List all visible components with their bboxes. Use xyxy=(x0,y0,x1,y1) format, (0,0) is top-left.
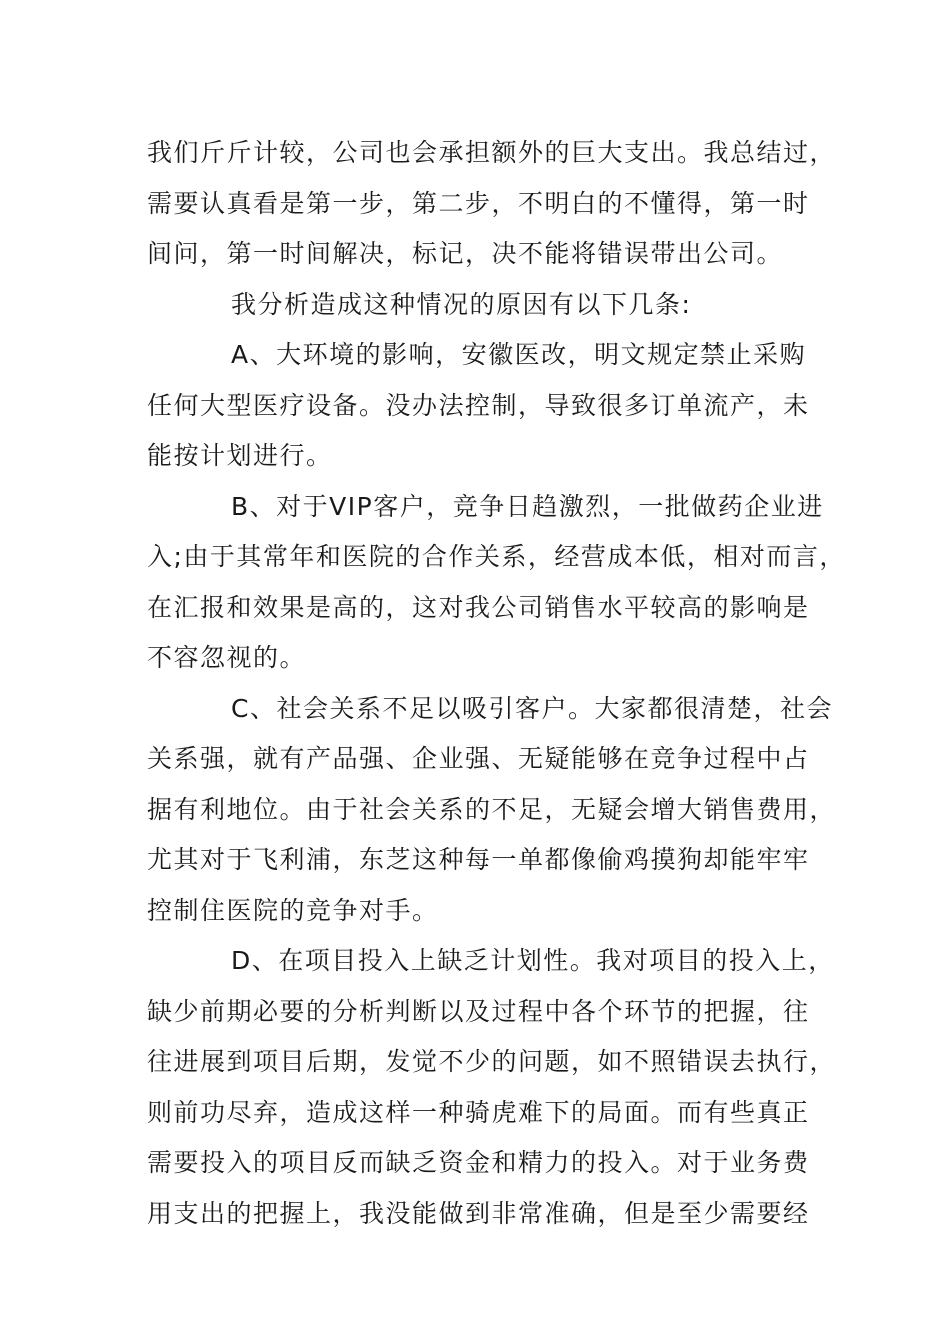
text-line: 需要认真看是第一步，第二步，不明白的不懂得，第一时 xyxy=(147,188,810,218)
text-line: 能按计划进行。 xyxy=(147,441,333,470)
text-line: 我分析造成这种情况的原因有以下几条: xyxy=(231,289,692,319)
paragraph-continuation xyxy=(147,128,837,280)
text-line: 间问，第一时间解决，标记，决不能将错误带出公司。 xyxy=(147,239,784,268)
text-line: 往进展到项目后期，发觉不少的问题，如不照错误去执行， xyxy=(147,1047,837,1076)
text-line: D、在项目投入上缺乏计划性。我对项目的投入上， xyxy=(231,946,835,975)
text-line: 在汇报和效果是高的，这对我公司销售水平较高的影响是 xyxy=(147,592,810,622)
text-line: 用支出的把握上，我没能做到非常准确，但是至少需要经 xyxy=(147,1198,810,1228)
paragraph-cause-c xyxy=(147,684,837,937)
text-line: 关系强，就有产品强、企业强、无疑能够在竞争过程中占 xyxy=(147,744,810,773)
text-line: 我们斤斤计较，公司也会承担额外的巨大支出。我总结过， xyxy=(147,138,837,167)
paragraph-causes-intro xyxy=(147,280,811,331)
text-line: A、大环境的影响，安徽医改，明文规定禁止采购 xyxy=(231,340,807,369)
text-line: 尤其对于飞利浦，东芝这种每一单都像偷鸡摸狗却能牢牢 xyxy=(147,845,810,874)
text-line: 任何大型医疗设备。没办法控制，导致很多订单流产，未 xyxy=(147,390,810,420)
paragraph-cause-d xyxy=(147,936,837,1239)
text-line: 控制住医院的竞争对手。 xyxy=(147,895,439,925)
text-line: 入;由于其常年和医院的合作关系，经营成本低，相对而言， xyxy=(147,542,846,571)
text-line: 缺少前期必要的分析判断以及过程中各个环节的把握，往 xyxy=(147,996,810,1026)
text-line: B、对于VIP客户，竞争日趋激烈，一批做药企业进 xyxy=(231,491,824,521)
text-line: 据有利地位。由于社会关系的不足，无疑会增大销售费用， xyxy=(147,794,837,824)
text-line: 不容忽视的。 xyxy=(147,643,307,672)
paragraph-cause-b xyxy=(147,482,846,684)
text-line: 则前功尽弃，造成这样一种骑虎难下的局面。而有些真正 xyxy=(147,1097,810,1127)
text-line: C、社会关系不足以吸引客户。大家都很清楚，社会 xyxy=(231,693,833,723)
document-body xyxy=(147,128,846,1239)
text-line: 需要投入的项目反而缺乏资金和精力的投入。对于业务费 xyxy=(147,1148,810,1177)
paragraph-cause-a xyxy=(147,330,811,482)
